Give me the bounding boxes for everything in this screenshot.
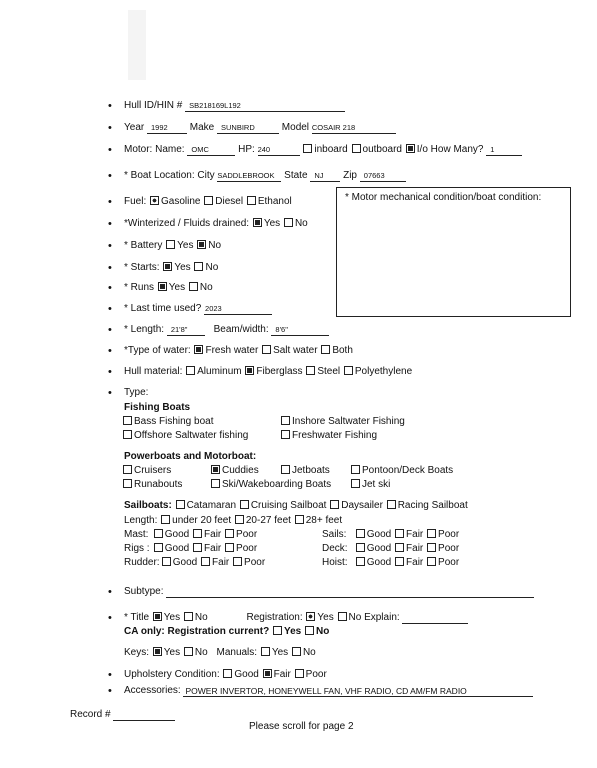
registration-yes-checkbox[interactable] [306,612,315,621]
upholstery-poor-checkbox[interactable] [295,669,304,678]
runs-yes-checkbox[interactable] [158,282,167,291]
sail-row: Sailboats: Catamaran Cruising Sailboat Daysailer Racing Sailboat [124,500,468,511]
hoist-poor-checkbox[interactable] [427,557,436,566]
beam-field[interactable]: 8'6" [271,324,329,336]
manuals-no-checkbox[interactable] [292,647,301,656]
motor-condition-box[interactable] [336,187,571,317]
upholstery-label: Upholstery Condition: [124,669,220,680]
last-used-label: * Last time used? [124,303,202,314]
battery-yes-checkbox[interactable] [166,240,175,249]
keys-no-checkbox[interactable] [184,647,193,656]
cruisers-option: Cruisers [122,465,171,477]
runs-label: * Runs [124,282,155,293]
offshore-option: Offshore Saltwater fishing [122,430,248,442]
bullet [108,100,120,113]
runs-row: • * Runs Yes No [108,282,213,294]
pontoon-checkbox[interactable] [351,465,360,474]
rudder-fair-checkbox[interactable] [201,557,210,566]
ethanol-checkbox[interactable] [247,196,256,205]
record-label: Record # [70,709,111,720]
upholstery-good-checkbox[interactable] [223,669,232,678]
keys-yes-checkbox[interactable] [153,647,162,656]
28plus-checkbox[interactable] [295,515,304,524]
fuel-label: Fuel: [124,196,147,207]
location-row [108,170,406,182]
starts-label: * Starts: [124,262,160,273]
battery-no-checkbox[interactable] [197,240,206,249]
ca-label: CA only: Registration current? [124,626,270,637]
state-field[interactable]: NJ [310,170,340,182]
cuddies-checkbox[interactable] [211,465,220,474]
hull-material-label: Hull material: [124,366,183,377]
diesel-checkbox[interactable] [204,196,213,205]
hull-field[interactable] [185,100,345,112]
fuel-row: • Fuel: Gasoline Diesel Ethanol [108,196,292,208]
beam-label: Beam/width: [213,324,269,335]
ca-row: CA only: Registration current? Yes No [124,626,330,637]
starts-no-checkbox[interactable] [194,262,203,271]
rigs-row: Rigs : Good Fair Poor [124,543,258,554]
winterized-row: • *Winterized / Fluids drained: Yes No [108,218,308,230]
ca-no-checkbox[interactable] [305,626,314,635]
last-used-field[interactable]: 2023 [204,303,272,315]
hp-label: HP: [238,144,255,155]
motor-condition-label: * Motor mechanical condition/boat condition: [345,192,542,203]
winterized-no-checkbox[interactable] [284,218,293,227]
hull-material-row: • Hull material: Aluminum Fiberglass Steel Polyethylene [108,366,412,378]
battery-label: * Battery [124,240,163,251]
keys-label: Keys: [124,647,150,658]
upholstery-fair-checkbox[interactable] [263,669,272,678]
power-heading: Powerboats and Motorboat: [124,451,257,462]
length-row [108,324,329,336]
model-label: Model [281,122,310,133]
under20-checkbox[interactable] [161,515,170,524]
ca-yes-checkbox[interactable] [273,626,282,635]
page-footer: Please scroll for page 2 [249,721,354,732]
outboard-checkbox[interactable] [352,144,361,153]
title-row: • * Title Yes No Registration: Yes No Explain: [108,612,468,624]
hoist-row: Hoist: Good Fair Poor [322,557,460,568]
motor-name-label: Motor: Name: [124,144,185,155]
steel-checkbox[interactable] [306,366,315,375]
racing-checkbox[interactable] [387,500,396,509]
hoist-good-checkbox[interactable] [356,557,365,566]
runabouts-option: Runabouts [122,479,182,491]
jetski-option: Jet ski [350,479,390,491]
registration-no-checkbox[interactable] [338,612,347,621]
model-field[interactable]: COSAIR 218 [312,122,396,134]
cuddies-option: Cuddies [210,465,259,477]
catamaran-checkbox[interactable] [176,500,185,509]
record-row [70,709,175,721]
make-label: Make [189,122,215,133]
rudder-row: Rudder: Good Fair Poor [124,557,266,568]
bass-checkbox[interactable] [123,416,132,425]
winterized-yes-checkbox[interactable] [253,218,262,227]
record-field[interactable] [113,709,175,721]
cruising-checkbox[interactable] [240,500,249,509]
registration-label: Registration: [246,612,303,623]
deck-poor-checkbox[interactable] [427,543,436,552]
year-label: Year [124,122,145,133]
zip-label: Zip [343,170,357,181]
ski-option: Ski/Wakeboarding Boats [210,479,331,491]
starts-row: • * Starts: Yes No [108,262,218,274]
sail-length-row: Length: under 20 feet 20-27 feet 28+ feet [124,515,343,526]
mast-poor-checkbox[interactable] [225,529,234,538]
daysailer-checkbox[interactable] [330,500,339,509]
ski-checkbox[interactable] [211,479,220,488]
explain-field[interactable] [402,612,468,624]
sails-row: Sails: Good Fair Poor [322,529,460,540]
sails-poor-checkbox[interactable] [427,529,436,538]
deck-fair-checkbox[interactable] [395,543,404,552]
how-many-field[interactable]: 1 [486,144,522,156]
type-label: Type: [124,387,149,398]
year-field[interactable]: 1992 [147,122,187,134]
rigs-good-checkbox[interactable] [154,543,163,552]
gasoline-checkbox[interactable] [150,196,159,205]
length-label: * Length: [124,324,165,335]
rudder-good-checkbox[interactable] [162,557,171,566]
water-label: *Type of water: [124,345,191,356]
hp-field[interactable]: 240 [258,144,300,156]
deck-good-checkbox[interactable] [356,543,365,552]
starts-yes-checkbox[interactable] [163,262,172,271]
polyethylene-checkbox[interactable] [344,366,353,375]
rigs-fair-checkbox[interactable] [193,543,202,552]
subtype-label: Subtype: [124,586,164,597]
mast-good-checkbox[interactable] [154,529,163,538]
runabouts-checkbox[interactable] [123,479,132,488]
rigs-poor-checkbox[interactable] [225,543,234,552]
sails-good-checkbox[interactable] [356,529,365,538]
rudder-poor-checkbox[interactable] [233,557,242,566]
upholstery-row: • Upholstery Condition: Good Fair Poor [108,669,327,681]
sail-heading: Sailboats: [124,500,172,511]
last-used-row [108,303,272,315]
hoist-fair-checkbox[interactable] [395,557,404,566]
keys-row: Keys: Yes No Manuals: Yes No [124,647,316,658]
sail-length-label: Length: [124,515,158,526]
jetboats-option: Jetboats [280,465,330,477]
both-water-checkbox[interactable] [321,345,330,354]
salt-water-checkbox[interactable] [262,345,271,354]
zip-field[interactable]: 07663 [360,170,406,182]
freshwater-checkbox[interactable] [281,430,290,439]
fresh-water-checkbox[interactable] [194,345,203,354]
title-no-checkbox[interactable] [184,612,193,621]
manuals-yes-checkbox[interactable] [261,647,270,656]
make-field[interactable]: SUNBIRD [217,122,279,134]
hull-row [108,100,345,112]
title-yes-checkbox[interactable] [153,612,162,621]
io-checkbox[interactable] [406,144,415,153]
jetboats-checkbox[interactable] [281,465,290,474]
subtype-field[interactable] [166,586,534,598]
city-field[interactable]: SADDLEBROOK [217,170,281,182]
cruisers-checkbox[interactable] [123,465,132,474]
motor-name-field[interactable]: OMC [187,144,235,156]
mast-row: Mast: Good Fair Poor [124,529,258,540]
runs-no-checkbox[interactable] [189,282,198,291]
length-field[interactable]: 21'8" [167,324,205,336]
mast-fair-checkbox[interactable] [193,529,202,538]
inshore-checkbox[interactable] [281,416,290,425]
aluminum-checkbox[interactable] [186,366,195,375]
accessories-row [108,685,533,697]
sails-fair-checkbox[interactable] [395,529,404,538]
type-row [108,387,148,399]
accessories-label: Accessories: [124,685,181,696]
scan-artifact [128,10,146,80]
city-label: * Boat Location: City [124,170,215,181]
inshore-option: Inshore Saltwater Fishing [280,416,405,428]
winterized-label: *Winterized / Fluids drained: [124,218,250,229]
accessories-field[interactable]: POWER INVERTOR, HONEYWELL FAN, VHF RADIO, CD AM/FM RADIO [183,685,533,697]
hull-value: SB218169L192 [189,101,241,110]
manuals-label: Manuals: [216,647,258,658]
deck-row: Deck: Good Fair Poor [322,543,460,554]
hull-label: Hull ID/HIN # [124,100,183,111]
fiberglass-checkbox[interactable] [245,366,254,375]
inboard-checkbox[interactable] [303,144,312,153]
year-row [108,122,396,134]
water-row: • *Type of water: Fresh water Salt water Both [108,345,353,357]
state-label: State [284,170,308,181]
freshwater-option: Freshwater Fishing [280,430,377,442]
subtype-row [108,586,534,598]
battery-row: • * Battery Yes No [108,240,221,252]
20-27-checkbox[interactable] [235,515,244,524]
bass-option: Bass Fishing boat [122,416,214,428]
offshore-checkbox[interactable] [123,430,132,439]
title-label: * Title [124,612,150,623]
pontoon-option: Pontoon/Deck Boats [350,465,453,477]
fishing-heading: Fishing Boats [124,402,191,413]
jetski-checkbox[interactable] [351,479,360,488]
motor-row: • Motor: Name: OMC HP: 240 inboard outboard I/o How Many? 1 [108,144,522,156]
